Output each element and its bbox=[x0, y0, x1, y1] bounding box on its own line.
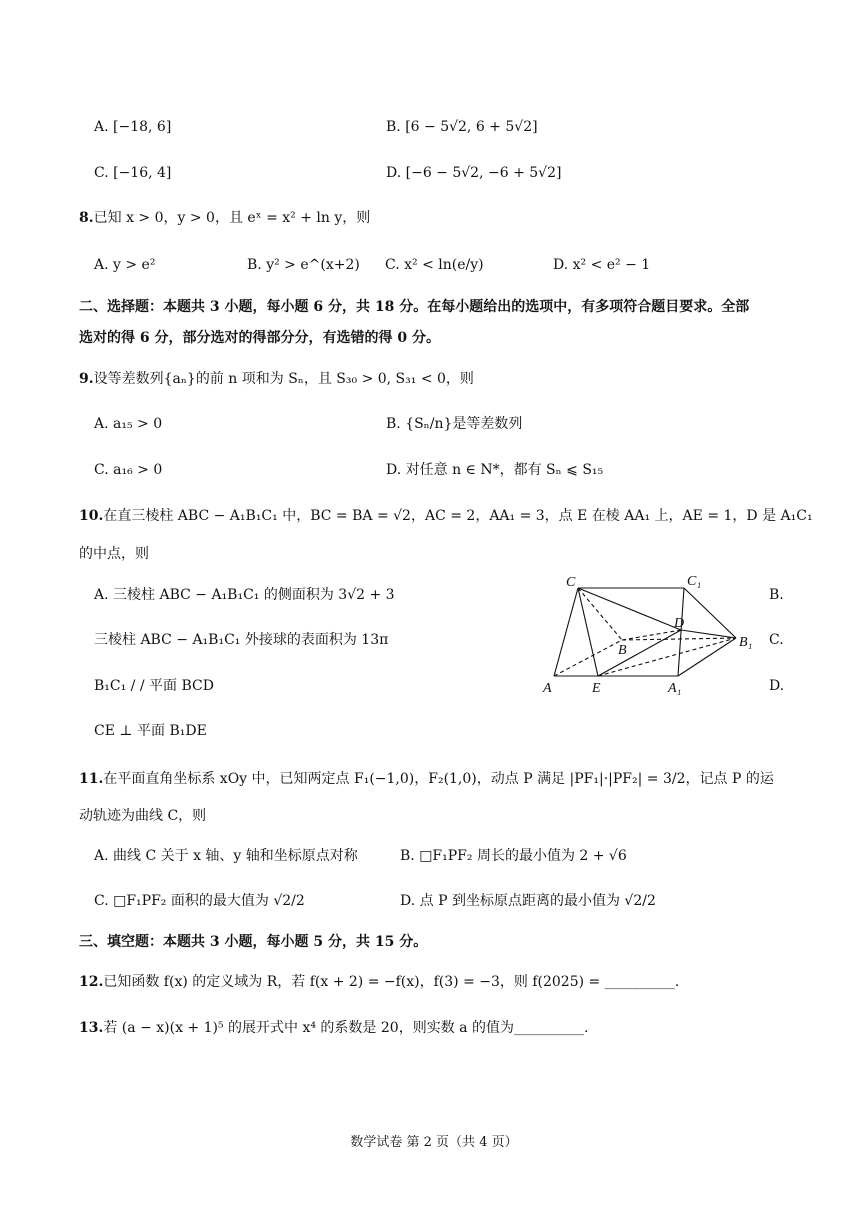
q11-option-b: B. □F₁PF₂ 周长的最小值为 2 + √6 bbox=[400, 848, 627, 864]
q11-option-d: D. 点 P 到坐标原点距离的最小值为 √2/2 bbox=[400, 893, 656, 909]
q13-stem: 若 (a − x)(x + 1)⁵ 的展开式中 x⁴ 的系数是 20，则实数 a 的值为__________. bbox=[103, 1020, 589, 1036]
q11-option-a: A. 曲线 C 关于 x 轴、y 轴和坐标原点对称 bbox=[94, 848, 358, 864]
prism-figure bbox=[536, 568, 768, 698]
q11-stem-1: 在平面直角坐标系 xOy 中，已知两定点 F₁(−1,0)，F₂(1,0)，动点 P 满足 |PF₁|·|PF₂| = 3/2，记点 P 的运 bbox=[103, 771, 774, 787]
q9 bbox=[79, 369, 474, 389]
q8-option-d: D. x² < e² − 1 bbox=[553, 257, 651, 273]
vertex-label-c1: C₁ bbox=[687, 574, 702, 589]
q12-number: 12. bbox=[79, 974, 104, 990]
vertex-label-e: E bbox=[592, 681, 601, 696]
q7-option-a: A. [−18, 6] bbox=[94, 119, 172, 135]
q7-option-b: B. [6 − 5√2, 6 + 5√2] bbox=[386, 119, 538, 135]
vertex-label-a1: A₁ bbox=[668, 681, 682, 696]
section3-heading: 三、填空题：本题共 3 小题，每小题 5 分，共 15 分。 bbox=[79, 934, 428, 950]
q7-option-c: C. [−16, 4] bbox=[94, 165, 172, 181]
q9-option-c: C. a₁₆ > 0 bbox=[94, 462, 163, 478]
q10-stem-2: 的中点，则 bbox=[79, 546, 149, 562]
section2-heading-line1: 二、选择题：本题共 3 小题，每小题 6 分，共 18 分。在每小题给出的选项中，有多项符合题目要求。全部 bbox=[79, 299, 750, 315]
q10-number: 10. bbox=[79, 508, 104, 524]
vertex-label-d: D bbox=[674, 616, 685, 631]
q8 bbox=[79, 208, 370, 228]
q8-option-c: C. x² < ln(e/y) bbox=[385, 257, 484, 273]
q9-option-a: A. a₁₅ > 0 bbox=[94, 416, 163, 432]
q9-option-d: D. 对任意 n ∈ N*，都有 Sₙ ⩽ S₁₅ bbox=[386, 462, 604, 478]
vertex-label-b: B bbox=[618, 643, 627, 658]
q10-line1 bbox=[79, 506, 813, 526]
q10-option-c: B₁C₁ / / 平面 BCD bbox=[94, 678, 214, 694]
q7-option-d: D. [−6 − 5√2, −6 + 5√2] bbox=[386, 165, 562, 181]
q11-line1 bbox=[79, 769, 774, 789]
q10-option-a: A. 三棱柱 ABC − A₁B₁C₁ 的侧面积为 3√2 + 3 bbox=[94, 587, 395, 603]
q10-option-b: 三棱柱 ABC − A₁B₁C₁ 外接球的表面积为 13π bbox=[94, 632, 389, 648]
q12 bbox=[79, 972, 679, 992]
q9-number: 9. bbox=[79, 371, 94, 387]
page-footer: 数学试卷 第 2 页（共 4 页） bbox=[350, 1135, 518, 1150]
q10-label-b: B. bbox=[769, 587, 784, 603]
q8-number: 8. bbox=[79, 210, 94, 226]
vertex-label-a: A bbox=[543, 681, 552, 696]
q13 bbox=[79, 1018, 588, 1038]
q10-stem-1: 在直三棱柱 ABC − A₁B₁C₁ 中，BC = BA = √2，AC = 2，AA₁ = 3，点 E 在棱 AA₁ 上，AE = 1，D 是 A₁C₁ bbox=[103, 508, 813, 524]
q11-stem-2: 动轨迹为曲线 C，则 bbox=[79, 808, 207, 824]
vertex-label-b1: B₁ bbox=[739, 635, 753, 650]
q10-label-c: C. bbox=[769, 632, 784, 648]
q8-option-b: B. y² > e^(x+2) bbox=[247, 257, 360, 273]
q8-stem: 已知 x > 0，y > 0，且 eˣ = x² + ln y，则 bbox=[93, 210, 371, 226]
q11-option-c: C. □F₁PF₂ 面积的最大值为 √2/2 bbox=[94, 893, 305, 909]
q10-label-d: D. bbox=[769, 678, 785, 694]
q11-number: 11. bbox=[79, 771, 104, 787]
q8-option-a: A. y > e² bbox=[94, 257, 156, 273]
vertex-label-c: C bbox=[566, 575, 576, 590]
q12-stem: 已知函数 f(x) 的定义域为 R，若 f(x + 2) = −f(x)，f(3) = −3，则 f(2025) = __________. bbox=[103, 974, 680, 990]
q10-option-d: CE ⊥ 平面 B₁DE bbox=[94, 723, 207, 739]
q9-option-b: B. {Sₙ/n}是等差数列 bbox=[386, 416, 523, 432]
q13-number: 13. bbox=[79, 1020, 104, 1036]
section2-heading-line2: 选对的得 6 分，部分选对的得部分分，有选错的得 0 分。 bbox=[79, 330, 440, 346]
q9-stem: 设等差数列{aₙ}的前 n 项和为 Sₙ，且 S₃₀ > 0, S₃₁ < 0，则 bbox=[93, 371, 474, 387]
